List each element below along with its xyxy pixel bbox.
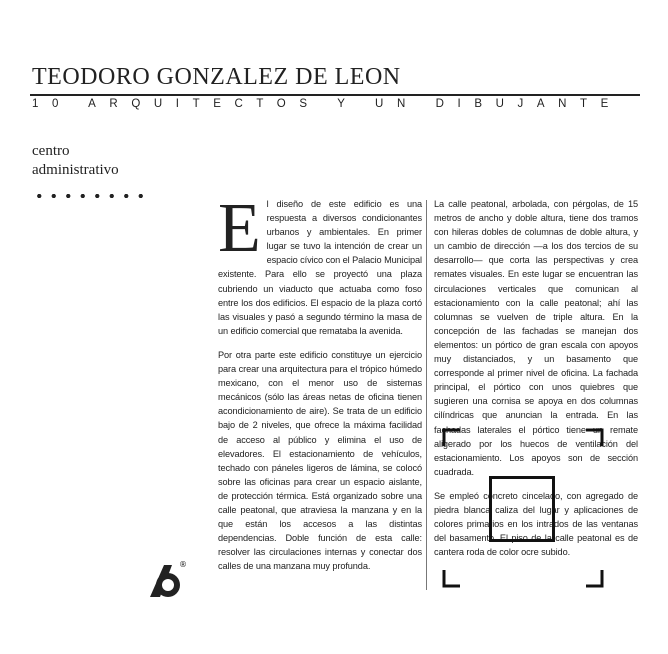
paragraph-4: Se empleó concreto cincelado, con agregado de piedra blanca caliza del lugar y aplicaciones de colores primarios en los intrados de las ventanas del basamento. El piso de la calle peatonal es de cantera roda de color ocre subido. [434,490,638,558]
drop-cap: E [218,190,261,267]
title-rule [30,94,640,96]
dotted-separator [32,193,150,199]
section-heading-line2: administrativo [32,162,119,178]
paragraph-3: La calle peatonal, arbolada, con pérgolas, de 15 metros de ancho y doble altura, tiene dos tramos con hileras dobles de columnas de doble altura, y un cambio de dirección —a los dos tercios de su desarrollo— que corta las perspectivas y crea remates visuales. En este lugar se encuentran las circulaciones verticales que comunican al estacionamiento con la calle peatonal; ahí las columnas se vuelven de triple altura. En la concepción de las fachadas se manejan dos elementos: un pórtico de gran escala con apoyos muy distanciados, y un basamento que corresponde al primer nivel de oficina. La fachada principal, el pórtico con unos quiebres que sugieren una cornisa se apoya en dos columnas cilíndricas que anuncian la entrada. En las fachadas laterales el pórtico tiene un remate aligerado por los huecos de ventilación del estacionamiento. Los apoyos son de sección cuadrada. [434,199,638,477]
focus-box[interactable] [489,476,555,542]
paragraph-2: Por otra parte este edificio constituye un ejercicio para crear una arquitectura para el trópico húmedo mexicano, con el menor uso de sistemas mecánicos (sólo las áreas netas de oficina tienen acondicionamiento de aire). Se trata de un edificio bajo de 2 niveles, que ofrece la máxima facilidad de acceso al público y elimina el uso de elevadores. El estacionamiento de vehículos, techado con páneles ligeros de lámina, se colocó sobre las oficinas para crear un espacio aislante, de protección térmica. Está organizado sobre una calle peatonal, que atraviesa la manzana y en la que están los accesos a las distintas dependencias. Doble función de esta calle: resolver las circulaciones internas y conectar dos calles de una manzana muy profunda. [218,349,422,572]
section-heading [32,142,119,180]
paragraph-1-text: l diseño de este edificio es una respuesta a diversos condicionantes urbanos y ambientales. En primer lugar se tuvo la intención de crear un espacio cívico con el Palacio Municipal existente. Para ello se proyectó una plaza cubriendo un viaducto que actuaba como foso entre los dos edificios. El espacio de la plaza cortó las visuales y pasó a segundo término la masa de un edificio comercial que remataba la avenida. [218,199,422,336]
paragraph-1 [218,190,422,338]
publisher-logo-icon [146,557,190,601]
book-title: TEODORO GONZALEZ DE LEON [32,64,401,90]
book-subtitle: 10 ARQUITECTOS Y UN DIBUJANTE [32,98,622,110]
registered-mark: ® [179,560,187,569]
article-column-1 [218,190,422,573]
section-heading-line1: centro [32,143,70,159]
column-divider [426,200,427,590]
